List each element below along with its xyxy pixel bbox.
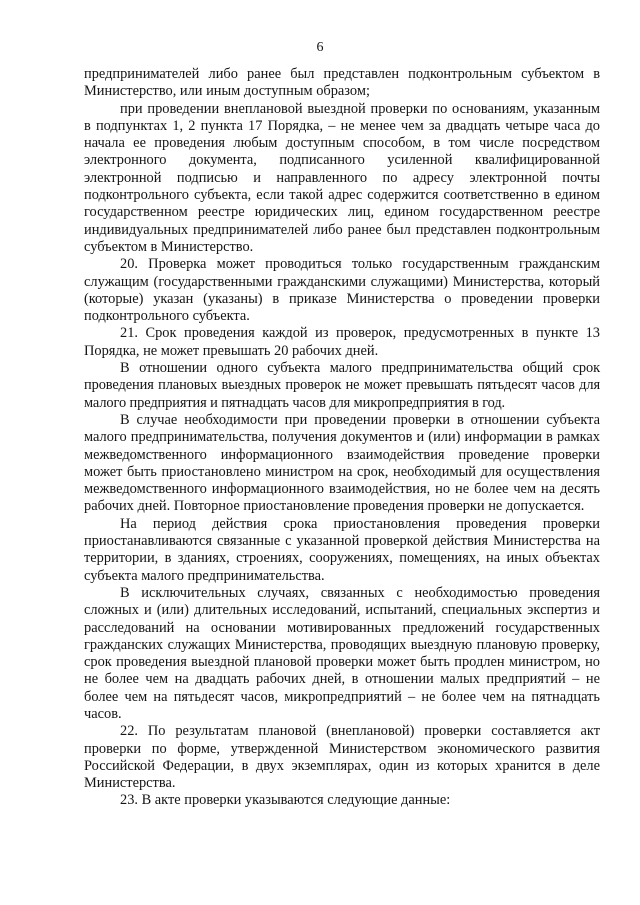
paragraph-extension: В исключительных случаях, связанных с необходимостью проведения сложных и (или) длительных исследований, испытаний, специальных экспертиз и расследований на основании мотивированных предложений государственных гражданских служащих Министерства, проводящих выездную плановую проверку, срок проведения выездной плановой проверки может быть продлен министром, но не более чем на двадцать рабочих дней, в отношении малых предприятий – не более чем на пятьдесят часов, микропредприятий – не более чем на пятнадцать часов. (84, 584, 600, 722)
paragraph-suspension-period: На период действия срока приостановления проведения проверки приостанавливаются связанные с указанной проверкой действия Министерства на территории, в зданиях, строениях, сооружениях, помещениях, на иных объектах субъекта малого предпринимательства. (84, 515, 600, 584)
paragraph-20-inspectors: 20. Проверка может проводиться только государственным гражданским служащим (государственными гражданскими служащими) Министерства, который (которые) указан (указаны) в приказе Министерства о проведении проверки подконтрольного субъекта. (84, 256, 600, 325)
paragraph-23-act-contents: 23. В акте проверки указываются следующие данные: (120, 792, 451, 809)
paragraph-21-term: 21. Срок проведения каждой из проверок, предусмотренных в пункте 13 Порядка, не может превышать 20 рабочих дней. (84, 325, 600, 359)
paragraph-small-business-term: В отношении одного субъекта малого предпринимательства общий срок проведения плановых выездных проверок не может превышать пятьдесят часов для малого предприятия и пятнадцать часов для микропредприятия в год. (84, 360, 600, 411)
paragraph-unscheduled-inspection-notice: при проведении внеплановой выездной проверки по основаниям, указанным в подпунктах 1, 2 пункта 17 Порядка, – не менее чем за двадцать четыре часа до начала ее проведения любым доступным способом, в том числе посредством электронного документа, подписанного усиленной квалифицированной электронной подписью и направленного по адресу электронной почты подконтрольного субъекта, если такой адрес содержится соответственно в едином государственном реестре юридических лиц, едином государственном реестре индивидуальных предпринимателей либо ранее был представлен подконтрольным субъектом в Министерство. (84, 100, 600, 255)
paragraph-continuation: предпринимателей либо ранее был представлен подконтрольным субъектом в Министерство, или иным доступным образом; (84, 66, 600, 100)
document-body (84, 66, 600, 810)
paragraph-suspension: В случае необходимости при проведении проверки в отношении субъекта малого предпринимательства, получения документов и (или) информации в рамках межведомственного информационного взаимодействия проведение проверки может быть приостановлено министром на срок, необходимый для осуществления межведомственного информационного взаимодействия, но не более чем на десять рабочих дней. Повторное приостановление проведения проверки не допускается. (84, 411, 600, 515)
paragraph-22-inspection-act: 22. По результатам плановой (внеплановой) проверки составляется акт проверки по форме, утвержденной Министерством экономического развития Российской Федерации, в двух экземплярах, один из которых хранится в деле Министерства. (84, 723, 600, 792)
page-number: 6 (316, 40, 324, 55)
